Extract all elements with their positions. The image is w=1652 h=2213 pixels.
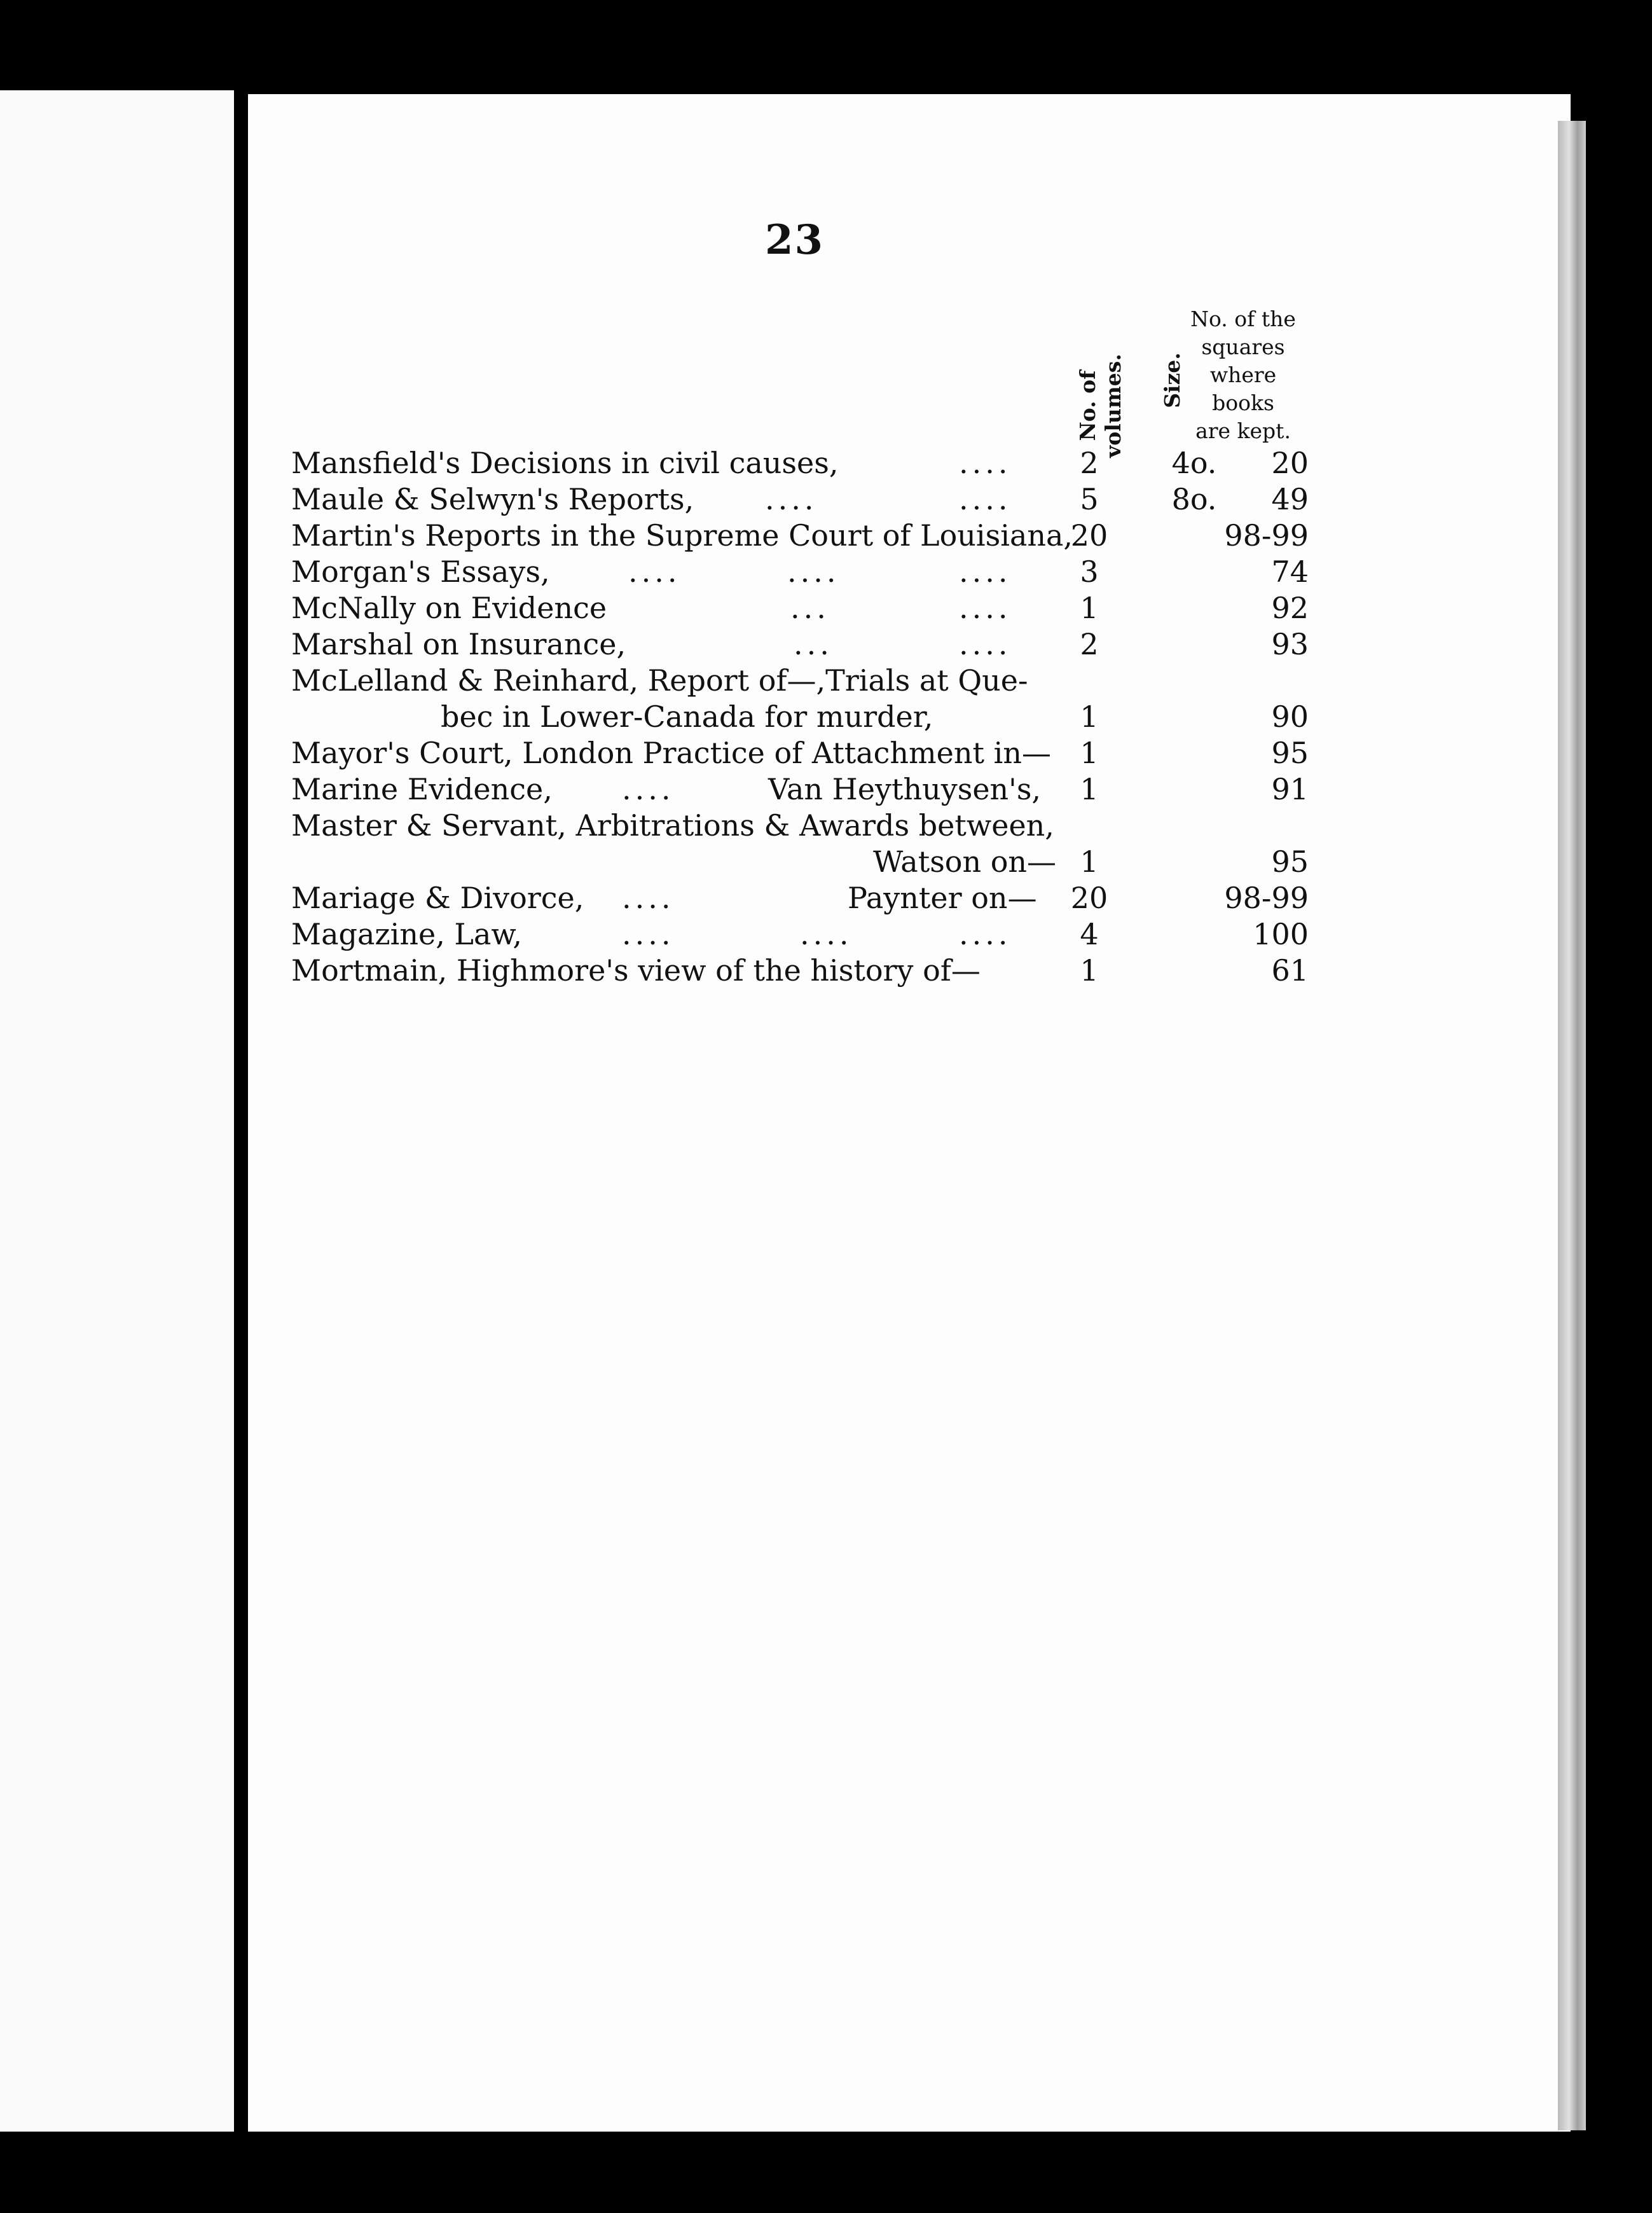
leader-dots: ....: [800, 917, 853, 951]
left-page: [0, 90, 234, 2132]
square-number: 91: [1271, 772, 1309, 806]
square-number: 93: [1271, 627, 1309, 661]
squares-header-line-1: No. of the: [1190, 307, 1296, 331]
book-row: [291, 481, 1309, 518]
right-page: [248, 94, 1571, 2132]
square-number: 98-99: [1224, 518, 1309, 553]
square-number: 49: [1271, 482, 1309, 516]
leader-dots: ....: [622, 772, 675, 806]
book-title: bec in Lower-Canada for murder,: [441, 700, 933, 734]
leader-dots: ...: [794, 627, 833, 661]
volume-count: 1: [1080, 953, 1099, 988]
volume-count: 2: [1080, 627, 1099, 661]
square-number: 92: [1271, 591, 1309, 625]
square-number: 90: [1271, 700, 1309, 734]
square-number: 95: [1271, 845, 1309, 879]
leader-dots: ...: [790, 591, 830, 625]
book-title: Mortmain, Highmore's view of the history of—: [291, 953, 981, 988]
book-row: [291, 735, 1309, 771]
book-list: [291, 445, 1309, 989]
volume-count: 20: [1070, 881, 1108, 915]
volume-count: 20: [1070, 518, 1108, 553]
square-number: 98-99: [1224, 881, 1309, 915]
leader-dots: ....: [959, 627, 1012, 661]
book-title: Marine Evidence,: [291, 772, 553, 806]
book-title: Mansfield's Decisions in civil causes,: [291, 446, 839, 480]
square-number: 95: [1271, 736, 1309, 770]
leader-dots: ....: [959, 482, 1012, 516]
square-number: 20: [1271, 446, 1309, 480]
volume-count: 1: [1080, 591, 1099, 625]
leader-dots: ....: [628, 555, 681, 589]
author-note: Van Heythuysen's,: [768, 772, 1042, 806]
book-row: [291, 771, 1309, 808]
book-row: [291, 916, 1309, 953]
page-edge: [1558, 121, 1586, 2130]
book-title: Mariage & Divorce,: [291, 881, 584, 915]
book-size: 8o.: [1171, 482, 1217, 516]
leader-dots: ....: [622, 881, 675, 915]
book-size: 4o.: [1171, 446, 1217, 480]
squares-header-line-3: where: [1209, 362, 1277, 387]
volume-count: 5: [1080, 482, 1099, 516]
book-row: [291, 626, 1309, 663]
book-title: Morgan's Essays,: [291, 555, 550, 589]
volume-count: 3: [1080, 555, 1099, 589]
book-row: [291, 445, 1309, 481]
squares-header-line-2: squares: [1201, 334, 1285, 359]
volume-count: 1: [1080, 845, 1099, 879]
book-title: Magazine, Law,: [291, 917, 522, 951]
square-number: 74: [1271, 555, 1309, 589]
book-title: Master & Servant, Arbitrations & Awards between,: [291, 808, 1054, 843]
squares-header-line-5: are kept.: [1195, 418, 1291, 443]
book-title: McNally on Evidence: [291, 591, 607, 625]
book-title: Martin's Reports in the Supreme Court of Louisiana,: [291, 518, 1073, 553]
leader-dots: ....: [959, 917, 1012, 951]
leader-dots: ....: [787, 555, 840, 589]
leader-dots: ....: [765, 482, 818, 516]
volume-count: 4: [1080, 917, 1099, 951]
squares-column-header: [1183, 305, 1304, 445]
leader-dots: ....: [959, 591, 1012, 625]
book-row: [291, 880, 1309, 916]
leader-dots: ....: [622, 917, 675, 951]
book-title: McLelland & Reinhard, Report of—,Trials at Que-: [291, 663, 1028, 698]
book-title: Marshal on Insurance,: [291, 627, 626, 661]
book-title: Maule & Selwyn's Reports,: [291, 482, 694, 516]
book-row: [291, 844, 1309, 880]
volume-count: 1: [1080, 772, 1099, 806]
book-row: [291, 808, 1309, 844]
book-row: [291, 554, 1309, 590]
page-number: 23: [765, 216, 825, 264]
size-column-header: Size.: [1160, 352, 1185, 408]
book-row: [291, 953, 1309, 989]
book-gutter: [234, 90, 248, 2132]
square-number: 61: [1271, 953, 1309, 988]
book-row: [291, 663, 1309, 699]
book-row: [291, 518, 1309, 554]
volume-count: 1: [1080, 700, 1099, 734]
book-title: Watson on—: [873, 845, 1057, 879]
book-title: Mayor's Court, London Practice of Attachment in—: [291, 736, 1051, 770]
volumes-column-header: No. of volumes.: [1075, 354, 1125, 458]
book-row: [291, 590, 1309, 626]
author-note: Paynter on—: [848, 881, 1037, 915]
book-row: [291, 699, 1309, 735]
leader-dots: ....: [959, 446, 1012, 480]
leader-dots: ....: [959, 555, 1012, 589]
square-number: 100: [1253, 917, 1309, 951]
volume-count: 1: [1080, 736, 1099, 770]
volume-count: 2: [1080, 446, 1099, 480]
squares-header-line-4: books: [1212, 390, 1274, 415]
